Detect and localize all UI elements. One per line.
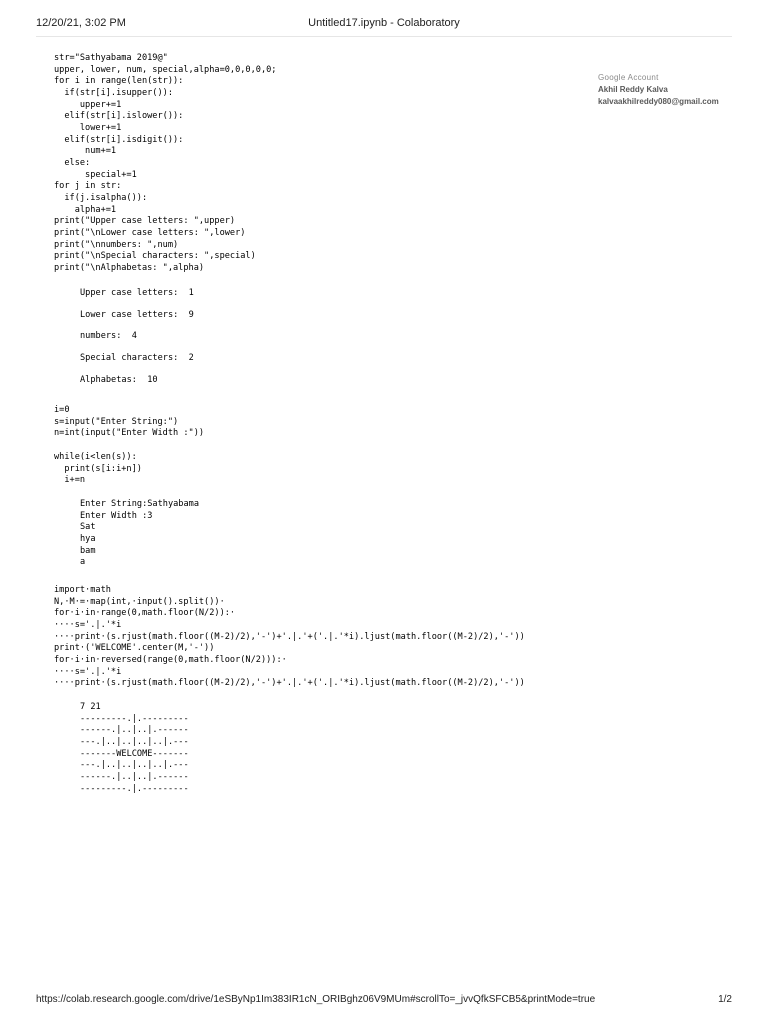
output-lower-case: Lower case letters: 9 xyxy=(80,310,194,320)
account-label: Google Account xyxy=(598,73,659,82)
account-email: kalvaakhilreddy080@gmail.com xyxy=(598,97,719,106)
print-datetime: 12/20/21, 3:02 PM xyxy=(36,17,126,29)
header-divider xyxy=(36,36,732,37)
code-cell-2-loop[interactable]: while(i<len(s)): print(s[i:i+n]) i+=n xyxy=(54,452,142,486)
output-numbers: numbers: 4 xyxy=(80,331,137,341)
code-cell-2-setup[interactable]: i=0 s=input("Enter String:") n=int(input("Enter Width :")) xyxy=(54,405,205,439)
output-alphabetas: Alphabetas: 10 xyxy=(80,375,158,385)
output-cell-2: Enter String:Sathyabama Enter Width :3 Sat hya bam a xyxy=(80,499,199,568)
output-special: Special characters: 2 xyxy=(80,353,194,363)
output-cell-3: 7 21 ---------.|.--------- ------.|..|..|.------ ---.|..|..|..|..|.--- -------WELCOME------- ---.|..|..|..|..|.--- ------.|..|..|.------ ---------.|.--------- xyxy=(80,702,189,794)
output-upper-case: Upper case letters: 1 xyxy=(80,288,194,298)
page-url: https://colab.research.google.com/drive/1eSByNp1Im383IR1cN_ORIBghz06V9MUm#scrollTo=_jvvQfkSFCB5&printMode=true xyxy=(36,994,596,1005)
account-name: Akhil Reddy Kalva xyxy=(598,85,668,94)
page-number: 1/2 xyxy=(718,994,732,1005)
page-title: Untitled17.ipynb - Colaboratory xyxy=(308,17,460,29)
code-cell-3[interactable]: import·math N,·M·=·map(int,·input().split())· for·i·in·range(0,math.floor(N/2)):· ····s='.|.'*i ····print·(s.rjust(math.floor((M-2)/2),'-')+'.|.'+('.|.'*i).ljust(math.floor((M-2)/2),'-')) print·('WELCOME'.center(M,'-')) for·i·in·reversed(range(0,math.floor(N/2))):· ····s='.|.'*i ····print·(s.rjust(math.floor((M-2)/2),'-')+'.|.'+('.|.'*i).ljust(math.floor((M-2)/2),'-')) xyxy=(54,585,525,689)
code-cell-1[interactable]: str="Sathyabama 2019@" upper, lower, num, special,alpha=0,0,0,0,0; for i in range(len(str)): if(str[i].isupper()): upper+=1 elif(str[i].islower()): lower+=1 elif(str[i].isdigit()): num+=1 else: special+=1 for j in str: if(j.isalpha()): alpha+=1 print("Upper case letters: ",upper) print("\nLower case letters: ",lower) print("\nnumbers: ",num) print("\nSpecial characters: ",special) print("\nAlphabetas: ",alpha) xyxy=(54,53,277,273)
google-account-info xyxy=(598,72,719,108)
